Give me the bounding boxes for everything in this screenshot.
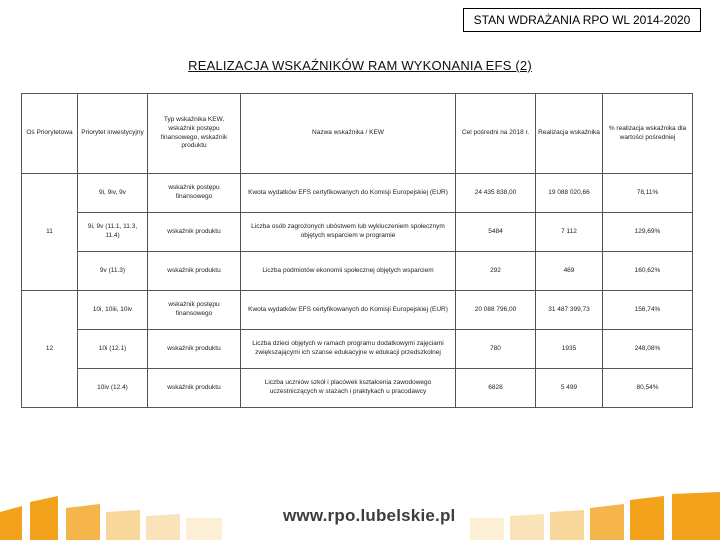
footer-block [510, 514, 544, 540]
header-os: Oś Priorytetowa [22, 94, 78, 174]
footer-block [672, 492, 720, 540]
cell-os: 11 [22, 174, 78, 291]
table-row [22, 174, 693, 213]
cell-nazwa: Liczba dzieci objętych w ramach programu dodatkowymi zajęciami zwiększającymi ich szanse edukacyjne w edukacji przedszkolnej [241, 330, 456, 369]
header-typ: Typ wskaźnika KEW, wskaźnik postępu finansowego, wskaźnik produktu [148, 94, 241, 174]
footer-block [630, 496, 664, 540]
table-row [22, 213, 693, 252]
cell-procent: 248,08% [603, 330, 693, 369]
footer-block [186, 518, 222, 540]
header-cel: Cel pośredni na 2018 r. [456, 94, 536, 174]
cell-nazwa: Liczba uczniów szkół i placówek kształcenia zawodowego uczestniczących w stażach i praktykach u pracodawcy [241, 369, 456, 408]
header-realizacja: Realizacja wskaźnika [536, 94, 603, 174]
table-row [22, 330, 693, 369]
cell-cel: 20 088 796,00 [456, 291, 536, 330]
cell-procent: 160,62% [603, 252, 693, 291]
table-row [22, 291, 693, 330]
header-nazwa: Nazwa wskaźnika / KEW [241, 94, 456, 174]
footer-url[interactable]: www.rpo.lubelskie.pl [283, 506, 456, 525]
cell-procent: 129,69% [603, 213, 693, 252]
cell-typ: wskaźnik postępu finansowego [148, 291, 241, 330]
cell-os: 12 [22, 291, 78, 408]
footer-block [146, 514, 180, 540]
cell-cel: 6828 [456, 369, 536, 408]
status-header-label: STAN WDRAŻANIA RPO WL 2014-2020 [473, 13, 691, 27]
cell-procent: 156,74% [603, 291, 693, 330]
footer-block [106, 510, 140, 540]
footer-block [590, 504, 624, 540]
footer-right-blocks [470, 492, 720, 540]
cell-cel: 5484 [456, 213, 536, 252]
cell-procent: 78,11% [603, 174, 693, 213]
cell-nazwa: Kwota wydatków EFS certyfikowanych do Komisji Europejskiej (EUR) [241, 291, 456, 330]
cell-priorytet: 10i (12.1) [78, 330, 148, 369]
cell-priorytet: 9i, 9v (11.1, 11.3, 11.4) [78, 213, 148, 252]
footer-block [66, 504, 100, 540]
cell-realizacja: 7 112 [536, 213, 603, 252]
footer-block [0, 506, 22, 540]
cell-nazwa: Kwota wydatków EFS certyfikowanych do Komisji Europejskiej (EUR) [241, 174, 456, 213]
cell-procent: 80,54% [603, 369, 693, 408]
table-header-row [22, 94, 693, 174]
indicators-table [21, 93, 693, 408]
footer-block [30, 496, 58, 540]
cell-realizacja: 469 [536, 252, 603, 291]
cell-realizacja: 5 499 [536, 369, 603, 408]
cell-cel: 292 [456, 252, 536, 291]
status-header-box [463, 8, 701, 32]
footer-block [550, 510, 584, 540]
footer-block [470, 518, 504, 540]
cell-realizacja: 31 487 399,73 [536, 291, 603, 330]
cell-nazwa: Liczba osób zagrożonych ubóstwem lub wykluczeniem społecznym objętych wsparciem w programie [241, 213, 456, 252]
footer-left-blocks [0, 496, 222, 540]
cell-typ: wskaźnik produktu [148, 369, 241, 408]
page-title: REALIZACJA WSKAŹNIKÓW RAM WYKONANIA EFS (2) [188, 58, 532, 73]
cell-cel: 24 435 838,00 [456, 174, 536, 213]
table-row [22, 369, 693, 408]
header-priorytet: Priorytet inwestycyjny [78, 94, 148, 174]
header-procent: % realizacja wskaźnika dla wartości pośredniej [603, 94, 693, 174]
cell-typ: wskaźnik postępu finansowego [148, 174, 241, 213]
cell-typ: wskaźnik produktu [148, 330, 241, 369]
cell-typ: wskaźnik produktu [148, 252, 241, 291]
cell-cel: 780 [456, 330, 536, 369]
cell-realizacja: 1935 [536, 330, 603, 369]
cell-priorytet: 9i, 9iv, 9v [78, 174, 148, 213]
cell-realizacja: 19 088 020,66 [536, 174, 603, 213]
table-row [22, 252, 693, 291]
cell-priorytet: 10iv (12.4) [78, 369, 148, 408]
cell-typ: wskaźnik produktu [148, 213, 241, 252]
cell-priorytet: 10i, 10iii, 10iv [78, 291, 148, 330]
cell-priorytet: 9v (11.3) [78, 252, 148, 291]
cell-nazwa: Liczba podmiotów ekonomii społecznej objętych wsparciem [241, 252, 456, 291]
